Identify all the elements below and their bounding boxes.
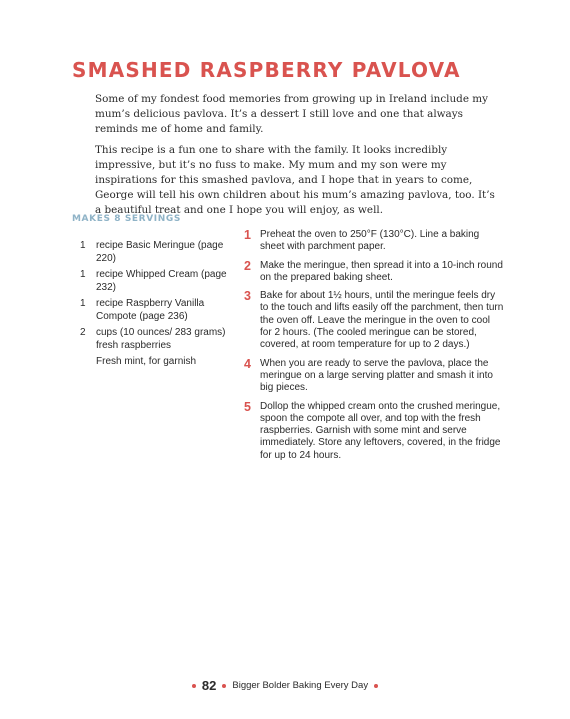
step-text: Preheat the oven to 250°F (130°C). Line a baking sheet with parchment paper. bbox=[260, 229, 480, 253]
ingredient-quantity: 1 bbox=[80, 298, 86, 309]
method-step bbox=[244, 401, 504, 462]
method-step bbox=[244, 358, 504, 395]
method-step bbox=[244, 290, 504, 351]
book-title: Bigger Bolder Baking Every Day bbox=[232, 680, 369, 691]
ingredient-text: cups (10 ounces/ 283 grams) fresh raspberries bbox=[96, 327, 226, 351]
bullet-dot-icon bbox=[374, 684, 378, 688]
ingredient-quantity: 2 bbox=[80, 327, 86, 338]
step-text: When you are ready to serve the pavlova, place the meringue on a large serving platter and smash it into big pieces. bbox=[260, 357, 493, 394]
ingredient-list bbox=[80, 240, 240, 373]
servings-label: MAKES 8 SERVINGS bbox=[72, 214, 181, 224]
ingredient-quantity: 1 bbox=[80, 269, 86, 280]
step-number: 5 bbox=[244, 399, 251, 414]
step-number: 4 bbox=[244, 356, 251, 371]
bullet-dot-icon bbox=[192, 684, 196, 688]
recipe-intro bbox=[95, 92, 495, 224]
ingredient-text: recipe Raspberry Vanilla Compote (page 236) bbox=[96, 298, 205, 322]
ingredient-item bbox=[80, 269, 240, 294]
step-text: Dollop the whipped cream onto the crushed meringue, spoon the compote all over, and top with the fresh raspberries. Garnish with some mint and serve immediately. Store any leftovers, covered, in the fridge for up to 24 hours. bbox=[260, 400, 501, 461]
step-text: Make the meringue, then spread it into a 10-inch round on the prepared baking sheet. bbox=[260, 259, 503, 283]
ingredient-text: Fresh mint, for garnish bbox=[96, 356, 197, 367]
ingredient-text: recipe Whipped Cream (page 232) bbox=[96, 269, 227, 293]
intro-paragraph: This recipe is a fun one to share with the family. It looks incredibly impressive, but it’s no fuss to make. My mum and my son were my inspirations for this smashed pavlova, and I hope that in years to come, George will tell his own children about his mum’s amazing pavlova, too. It’s a beautiful treat and one I hope you will enjoy, as well. bbox=[95, 144, 495, 216]
ingredient-item bbox=[80, 298, 240, 323]
ingredient-quantity bbox=[80, 356, 96, 369]
step-number: 2 bbox=[244, 258, 251, 273]
page-footer bbox=[0, 678, 570, 693]
method-step bbox=[244, 260, 504, 285]
ingredient-text: recipe Basic Meringue (page 220) bbox=[96, 240, 224, 264]
method-steps bbox=[244, 229, 504, 468]
ingredient-item bbox=[80, 327, 240, 352]
ingredient-item bbox=[80, 240, 240, 265]
bullet-dot-icon bbox=[222, 684, 226, 688]
ingredient-item bbox=[80, 356, 240, 369]
ingredient-quantity: 1 bbox=[80, 240, 86, 251]
method-step bbox=[244, 229, 504, 254]
step-number: 1 bbox=[244, 228, 251, 242]
page-number: 82 bbox=[201, 678, 217, 693]
intro-paragraph: Some of my fondest food memories from growing up in Ireland include my mum’s delicious pavlova. It’s a dessert I still love and one that always reminds me of home and family. bbox=[95, 93, 488, 135]
recipe-title: SMASHED RASPBERRY PAVLOVA bbox=[72, 58, 461, 82]
step-number: 3 bbox=[244, 289, 251, 304]
step-text: Bake for about 1½ hours, until the meringue feels dry to the touch and lifts easily off the parchment, then turn the oven off. Leave the meringue in the oven to cool for 2 hours. (The cooled meringue can be stored, covered, at room temperature for up to 2 days.) bbox=[260, 290, 504, 351]
